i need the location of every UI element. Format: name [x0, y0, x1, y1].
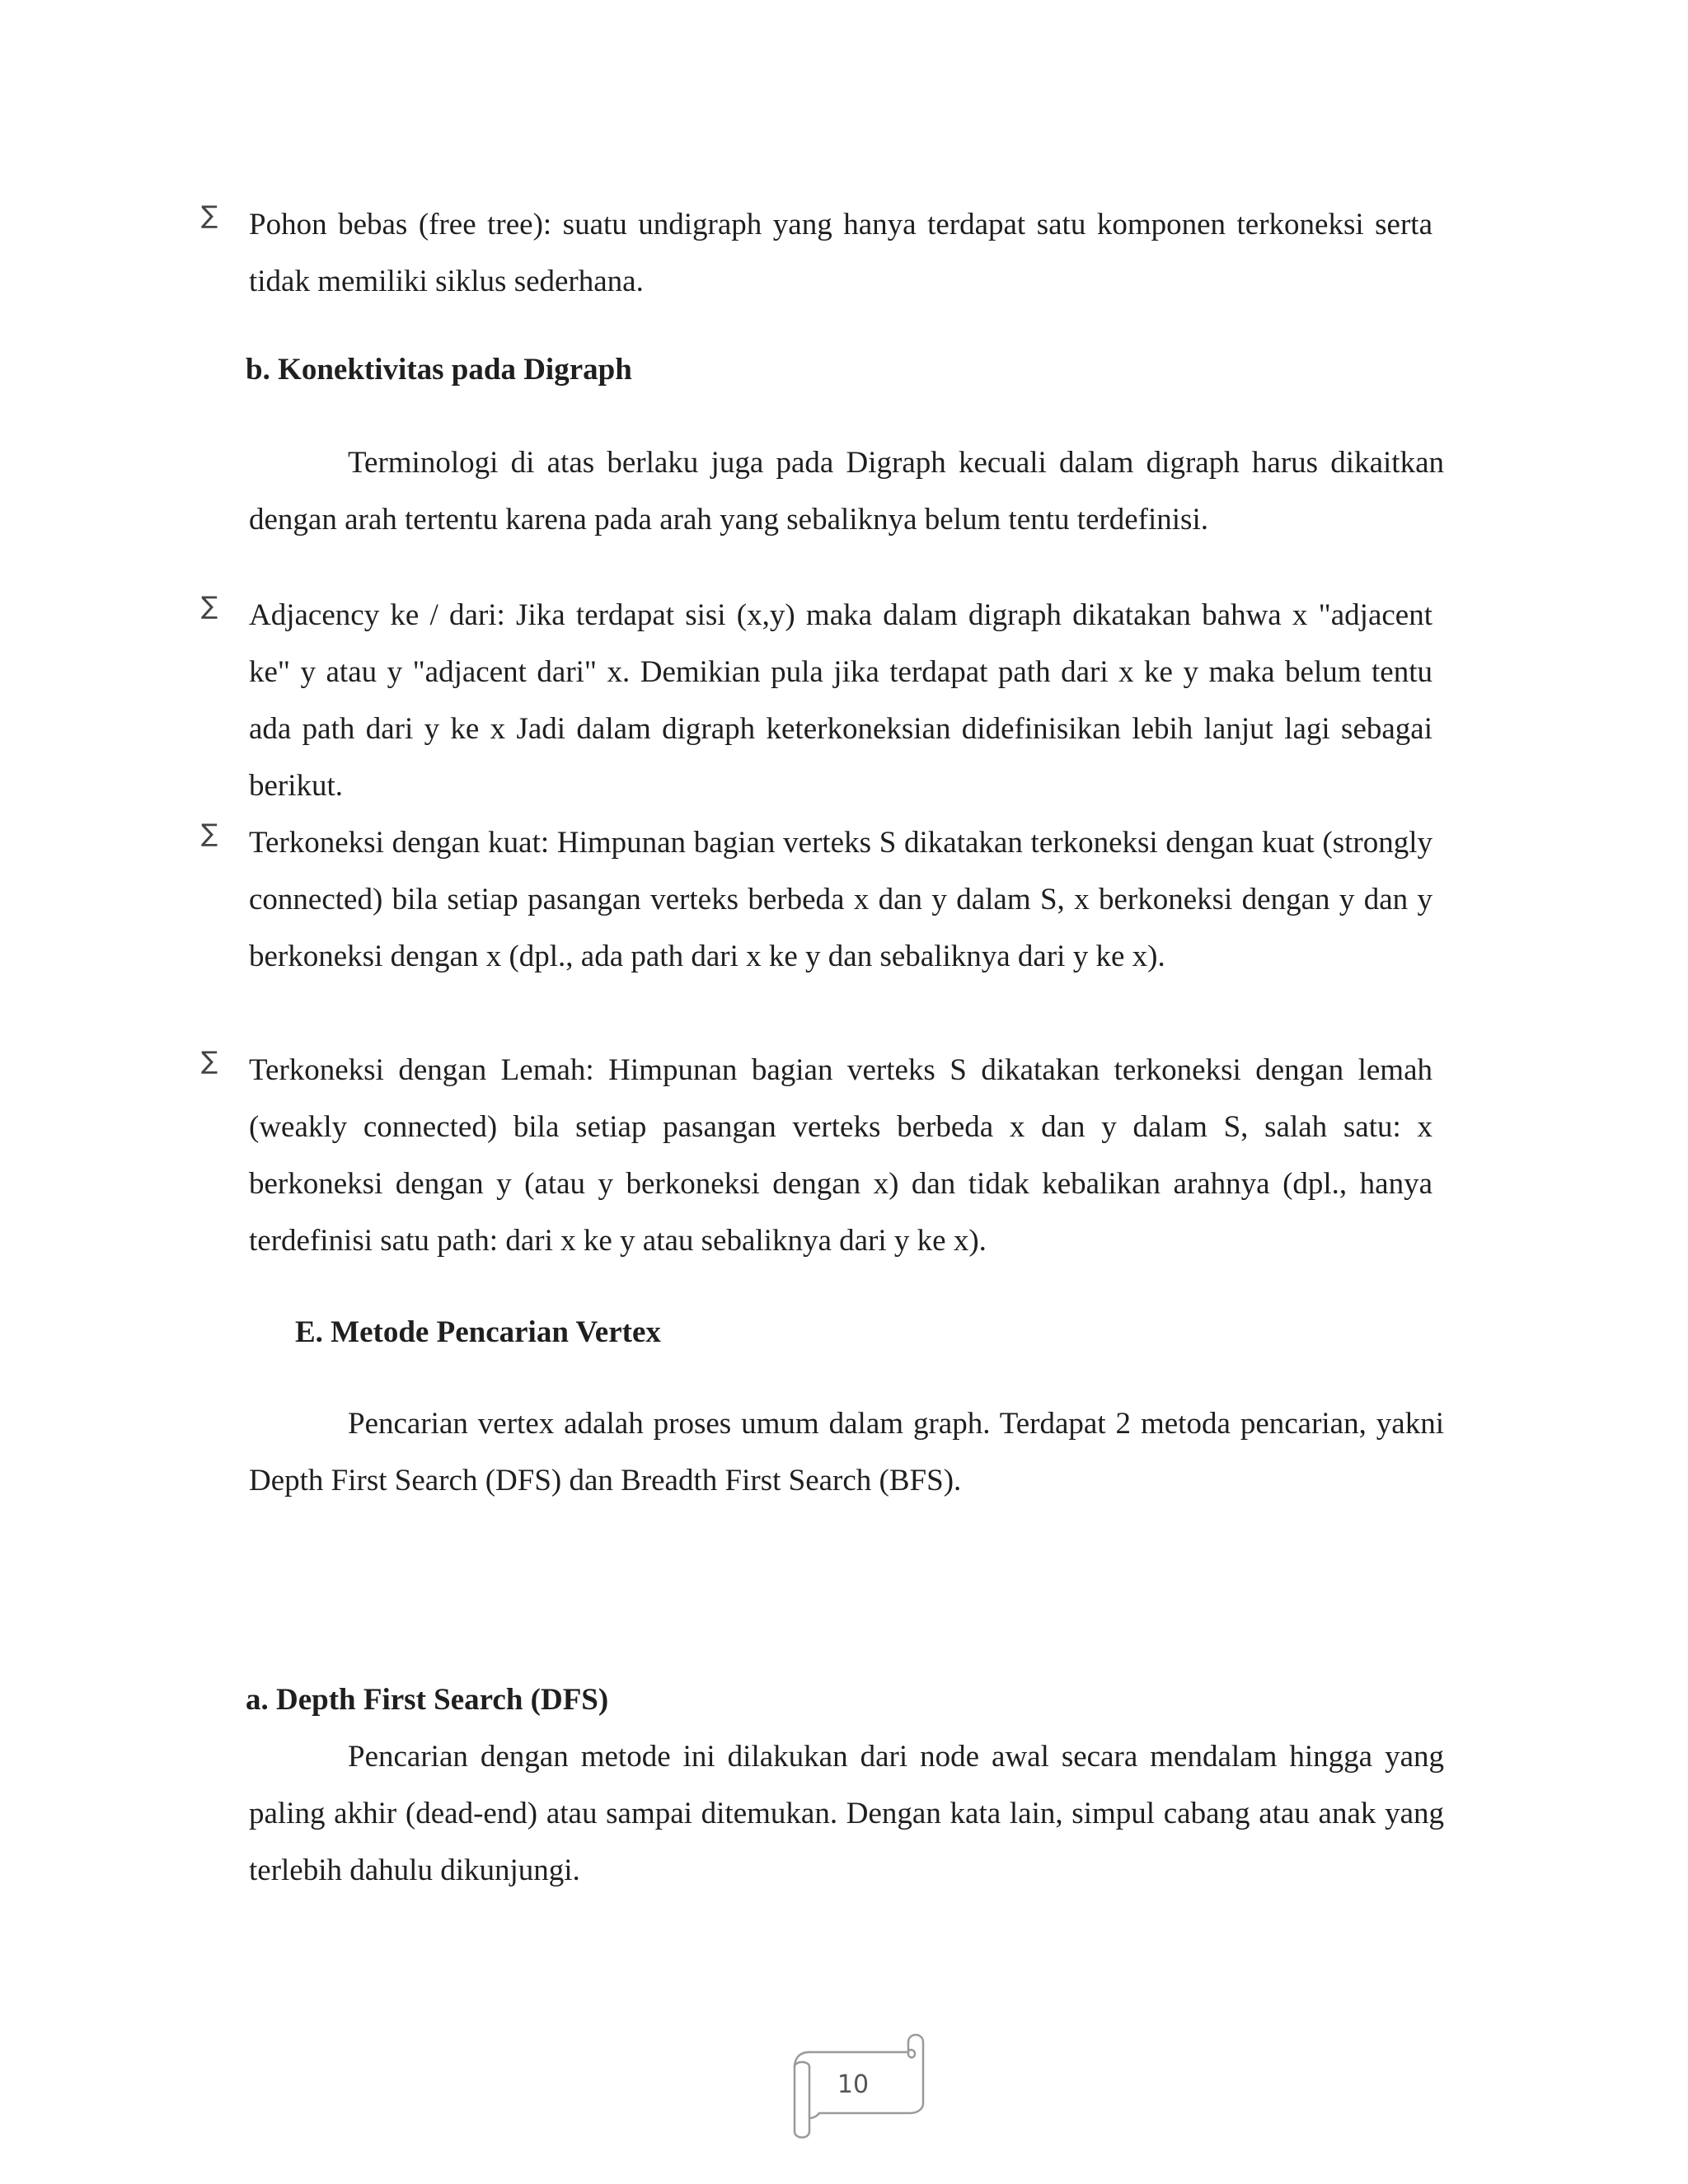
section-heading-dfs: a. Depth First Search (DFS)	[246, 1683, 609, 1717]
sigma-bullet-icon: ∑	[201, 1047, 218, 1076]
sigma-bullet-icon: ∑	[201, 592, 218, 621]
bullet-text: Terkoneksi dengan Lemah: Himpunan bagian verteks S dikatakan terkoneksi dengan lemah (weakly connected) bila setiap pasangan verteks berbeda x dan y dalam S, salah satu: x berkoneksi dengan y (atau y berkoneksi dengan x) dan tidak kebalikan arahnya (dpl., hanya terdefinisi satu path: dari x ke y atau sebaliknya dari y ke x).	[249, 1053, 1432, 1258]
bullet-text: Terkoneksi dengan kuat: Himpunan bagian verteks S dikatakan terkoneksi dengan kuat (strongly connected) bila setiap pasangan verteks berbeda x dan y dalam S, x berkoneksi dengan y dan y berkoneksi dengan x (dpl., ada path dari x ke y dan sebaliknya dari y ke x).	[249, 826, 1432, 973]
paragraph-text: Terminologi di atas berlaku juga pada Digraph kecuali dalam digraph harus dikaitkan dengan arah tertentu karena pada arah yang sebaliknya belum tentu terdefinisi.	[249, 446, 1444, 537]
bullet-item-adjacency	[201, 587, 1432, 814]
bullet-text: Pohon bebas (free tree): suatu undigraph yang hanya terdapat satu komponen terkoneksi serta tidak memiliki siklus sederhana.	[249, 208, 1432, 298]
paragraph-terminologi	[249, 434, 1444, 548]
paragraph-text: Pencarian vertex adalah proses umum dalam graph. Terdapat 2 metoda pencarian, yakni Depth First Search (DFS) dan Breadth First Search (BFS).	[249, 1407, 1444, 1497]
bullet-item-free-tree	[201, 196, 1432, 310]
page-footer	[767, 2027, 931, 2143]
bullet-text: Adjacency ke / dari: Jika terdapat sisi (x,y) maka dalam digraph dikatakan bahwa x "adjacent ke" y atau y "adjacent dari" x. Demikian pula jika terdapat path dari x ke y maka belum tentu ada path dari y ke x Jadi dalam digraph keterkoneksian didefinisikan lebih lanjut lagi sebagai berikut.	[249, 598, 1432, 803]
page-number: 10	[837, 2070, 870, 2099]
paragraph-pencarian-vertex	[249, 1395, 1444, 1509]
paragraph-text: Pencarian dengan metode ini dilakukan dari node awal secara mendalam hingga yang paling akhir (dead-end) atau sampai ditemukan. Dengan kata lain, simpul cabang atau anak yang terlebih dahulu dikunjungi.	[249, 1740, 1444, 1887]
sigma-bullet-icon: ∑	[201, 819, 218, 848]
section-heading-metode-pencarian: E. Metode Pencarian Vertex	[295, 1315, 661, 1349]
paragraph-dfs	[249, 1728, 1444, 1899]
bullet-item-strongly-connected	[201, 814, 1432, 985]
bullet-item-weakly-connected	[201, 1042, 1432, 1269]
section-heading-konektivitas: b. Konektivitas pada Digraph	[246, 353, 632, 387]
sigma-bullet-icon: ∑	[201, 201, 218, 230]
